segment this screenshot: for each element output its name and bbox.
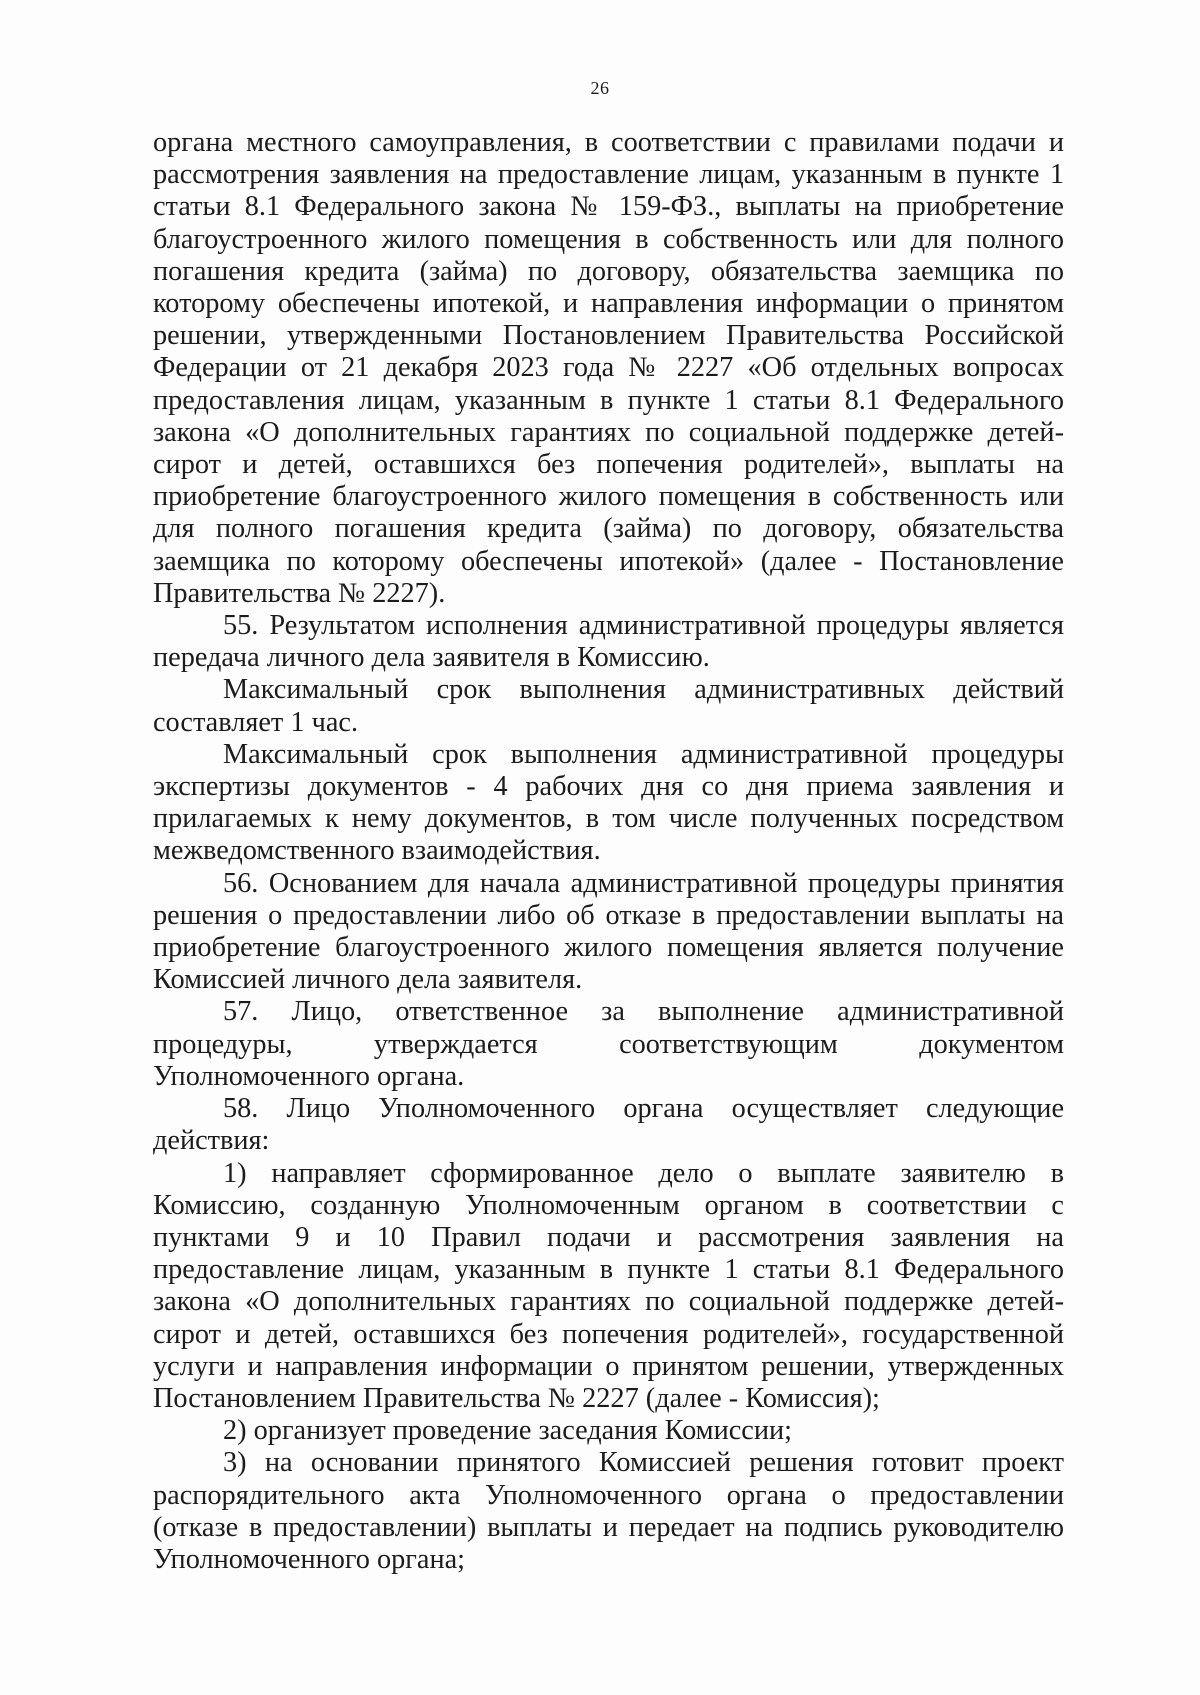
document-body	[153, 127, 1064, 1576]
paragraph-55: 55. Результатом исполнения административной процедуры является передача личного дела заявителя в Комиссию.	[153, 610, 1064, 674]
list-item-3: 3) на основании принятого Комиссией решения готовит проект распорядительного акта Уполномоченного органа о предоставлении (отказе в предоставлении) выплаты и передает на подпись руководителю Уполномоченного органа;	[153, 1447, 1064, 1575]
paragraph-57: 57. Лицо, ответственное за выполнение административной процедуры, утверждается соответствующим документом Уполномоченного органа.	[153, 996, 1064, 1092]
list-item-1: 1) направляет сформированное дело о выплате заявителю в Комиссию, созданную Уполномоченным органом в соответствии с пунктами 9 и 10 Правил подачи и рассмотрения заявления на предоставление лицам, указанным в пункте 1 статьи 8.1 Федерального закона «О дополнительных гарантиях по социальной поддержке детей-сирот и детей, оставшихся без попечения родителей», государственной услуги и направления информации о принятом решении, утвержденных Постановлением Правительства № 2227 (далее - Комиссия);	[153, 1157, 1064, 1414]
page-number: 26	[590, 78, 610, 98]
list-item-2: 2) организует проведение заседания Комиссии;	[223, 1415, 793, 1447]
paragraph-continuation: органа местного самоуправления, в соответствии с правилами подачи и рассмотрения заявления на предоставление лицам, указанным в пункте 1 статьи 8.1 Федерального закона № 159-ФЗ., выплаты на приобретение благоустроенного жилого помещения в собственность или для полного погашения кредита (займа) по договору, обязательства заемщика по которому обеспечены ипотекой, и направления информации о принятом решении, утвержденными Постановлением Правительства Российской Федерации от 21 декабря 2023 года № 2227 «Об отдельных вопросах предоставления лицам, указанным в пункте 1 статьи 8.1 Федерального закона «О дополнительных гарантиях по социальной поддержке детей-сирот и детей, оставшихся без попечения родителей», выплаты на приобретение благоустроенного жилого помещения в собственность или для полного погашения кредита (займа) по договору, обязательства заемщика по которому обеспечены ипотекой» (далее - Постановление Правительства № 2227).	[153, 127, 1064, 609]
paragraph-max-time-expertise: Максимальный срок выполнения административной процедуры экспертизы документов - 4 рабочих дня со дня приема заявления и прилагаемых к нему документов, в том числе полученных посредством межведомственного взаимодействия.	[153, 738, 1064, 867]
paragraph-58: 58. Лицо Уполномоченного органа осуществляет следующие действия:	[153, 1093, 1064, 1157]
paragraph-max-time-actions: Максимальный срок выполнения административных действий составляет 1 час.	[153, 674, 1064, 738]
paragraph-56: 56. Основанием для начала административной процедуры принятия решения о предоставлении либо об отказе в предоставлении выплаты на приобретение благоустроенного жилого помещения является получение Комиссией личного дела заявителя.	[153, 867, 1064, 996]
